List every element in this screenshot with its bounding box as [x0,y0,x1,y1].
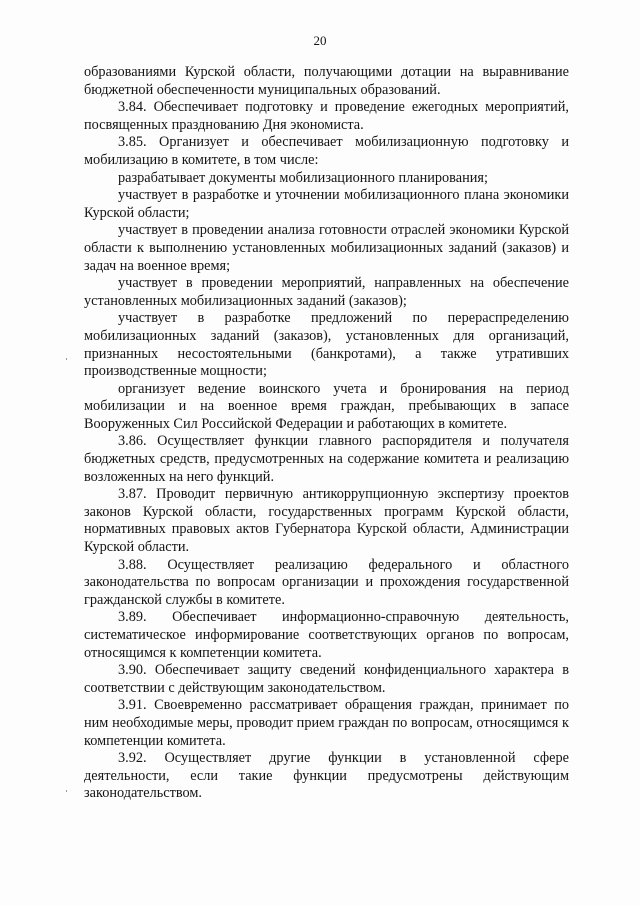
paragraph-3-85-item-6: организует ведение воинского учета и бронирования на период мобилизации и на военное время граждан, пребывающих в запасе Вооруженных Сил Российской Федерации и работающих в комитете. [84,380,569,432]
scan-mark [66,790,67,792]
paragraph-3-85-item-2: участвует в разработке и уточнении мобилизационного плана экономики Курской области; [84,187,569,221]
paragraph-continuation: образованиями Курской области, получающими дотации на выравнивание бюджетной обеспеченности муниципальных образований. [84,64,569,98]
paragraph-3-85-item-5: участвует в разработке предложений по перераспределению мобилизационных заданий (заказов), установленных для организаций, признанных несостоятельными (банкротами), а также утративших производственные мощности; [84,310,569,380]
paragraph-3-87: 3.87. Проводит первичную антикоррупционную экспертизу проектов законов Курской области, государственных программ Курской области, нормативных правовых актов Губернатора Курской области, Администрации Курской области. [84,486,569,556]
paragraph-3-86: 3.86. Осуществляет функции главного распорядителя и получателя бюджетных средств, предусмотренных на содержание комитета и реализацию возложенных на него функций. [84,433,569,485]
document-body [84,64,569,803]
paragraph-3-90: 3.90. Обеспечивает защиту сведений конфиденциального характера в соответствии с действующим законодательством. [84,662,569,696]
paragraph-3-91: 3.91. Своевременно рассматривает обращения граждан, принимает по ним необходимые меры, проводит прием граждан по вопросам, относящимся к компетенции комитета. [84,697,569,749]
paragraph-3-92: 3.92. Осуществляет другие функции в установленной сфере деятельности, если такие функции предусмотрены действующим законодательством. [84,750,569,802]
paragraph-3-84: 3.84. Обеспечивает подготовку и проведение ежегодных мероприятий, посвященных празднованию Дня экономиста. [84,99,569,133]
scan-mark [66,358,67,360]
page-number: 20 [313,33,327,48]
paragraph-3-85-item-4: участвует в проведении мероприятий, направленных на обеспечение установленных мобилизационных заданий (заказов); [84,275,569,309]
paragraph-3-89: 3.89. Обеспечивает информационно-справочную деятельность, систематическое информирование соответствующих органов по вопросам, относящимся к компетенции комитета. [84,609,569,661]
paragraph-3-85: 3.85. Организует и обеспечивает мобилизационную подготовку и мобилизацию в комитете, в том числе: [84,134,569,168]
paragraph-3-88: 3.88. Осуществляет реализацию федерального и областного законодательства по вопросам организации и прохождения государственной гражданской службы в комитете. [84,556,569,608]
paragraph-3-85-item-3: участвует в проведении анализа готовности отраслей экономики Курской области к выполнению установленных мобилизационных заданий (заказов) и задач на военное время; [84,222,569,274]
paragraph-3-85-item-1: разрабатывает документы мобилизационного планирования; [118,169,488,186]
